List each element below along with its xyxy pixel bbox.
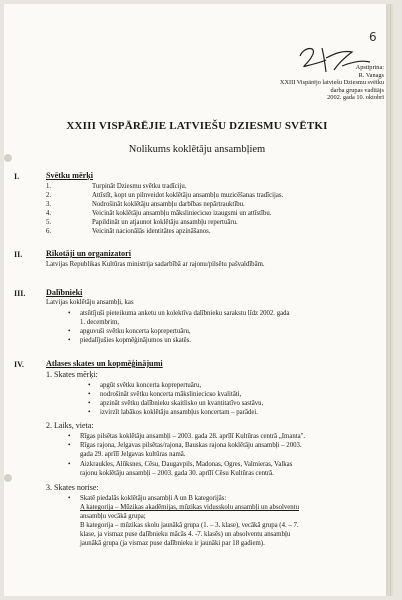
item-number: 2. [46, 192, 52, 199]
list-item: Veicināt nacionālās identitātes apzināšanos. [92, 228, 211, 235]
section-number: I. [14, 172, 20, 181]
list-item: nodrošināt svētku koncerta mākslinieciско kvalitāti, [100, 391, 242, 398]
section-heading: Dalībnieki [46, 288, 83, 297]
item-number: 3. [46, 201, 52, 208]
bullet-icon: • [68, 494, 71, 502]
item-number: 4. [46, 210, 52, 217]
subsection-heading: 1. Skates mērķi: [46, 370, 98, 379]
list-item: Aizkraukles, Alūksnes, Cēsu, Daugavpils, Madonas, Ogres, Valmieras, Valkas [80, 461, 293, 468]
list-item: Skatē piedalās koklētāju ansambļi A un B kategorijās: [80, 495, 227, 502]
list-item: Nodrošināt koklētāju ansambļu darbības nepārtrauktību. [92, 201, 245, 208]
paragraph: Latvijas koklētāju ansambļi, kas [46, 299, 134, 306]
list-item: apgūt svētku koncerta koprepertuāru, [100, 382, 202, 389]
section-number: IV. [14, 360, 24, 369]
bullet-icon: • [68, 336, 71, 344]
bullet-icon: • [68, 309, 71, 317]
list-item: Rīgas rajona, Jelgavas pilsētas/rajona, Bauskas rajona koklētāju ansambļi – 2003. [80, 442, 302, 449]
bullet-icon: • [68, 432, 71, 440]
list-item: ansambļu vecākā grupa; [80, 513, 146, 520]
list-item: jaunākā grupa (ja vismaz puse dalībnieku ir jaunāki par 18 gadiem). [80, 540, 265, 547]
document-subtitle: Nolikums koklētāju ansambļiem [128, 144, 266, 155]
subsection-heading: 3. Skates norise: [46, 483, 99, 492]
section-heading: Svētku mērķi [46, 171, 94, 180]
document-title: XXIII VISPĀRĒJIE LATVIEŠU DZIESMU SVĒTKI [66, 120, 328, 132]
approval-line: XXIII Vispārējo latviešu Dziesmu svētku [279, 79, 384, 87]
section-heading: Rīkotāji un organizatori [46, 249, 132, 258]
list-item: Rīgas pilsētas koklētāju ansambļi – 2003. gada 28. aprīlī Kultūras centrā „Imanta". [80, 433, 306, 440]
approval-block [236, 64, 384, 102]
bullet-icon: • [68, 441, 71, 449]
list-item: apguvuši svētku koncerta koprepertuāru, [80, 328, 191, 335]
approval-line: darba grupas vadītājs [330, 86, 384, 94]
list-item: B kategorija – mūzikas skolu jaunākā grupa (1. – 3. klase), vecākā grupa (4. – 7. [80, 522, 299, 529]
list-item: 1. decembrim, [80, 319, 120, 326]
page-edge [386, 4, 390, 596]
approval-line: 2002. gada 10. oktobrī [327, 94, 384, 102]
punch-hole [4, 474, 12, 482]
list-item: Turpināt Dziesmu svētku tradīciju. [92, 183, 187, 190]
bullet-icon: • [88, 408, 91, 416]
list-item: Veicināt koklētāju ansambļu mākslinieciско izaugsmi un attīstību. [92, 210, 272, 217]
list-item: klase, ja vismaz puse dalībnieku mācās 4. -7. klasēs) un absolventu ansambļu [80, 531, 291, 538]
bullet-icon: • [88, 390, 91, 398]
section-heading: Atlases skates un kopmēģinājumi [46, 359, 163, 368]
list-item: atsūtījuši pieteikuma anketu un kolektīva dalībnieku sarakstu līdz 2002. gada [80, 310, 290, 317]
item-number: 5. [46, 219, 52, 226]
bullet-icon: • [88, 381, 91, 389]
list-item: piedalījušies kopmēģinājumos un skatēs. [80, 337, 192, 344]
punch-hole [4, 154, 12, 162]
list-item: Papildināt un atjaunot koklētāju ansambļu repertuāru. [92, 219, 238, 226]
item-number: 6. [46, 228, 52, 235]
list-item: A kategorija – Mūzikas akadēmijas, mūzikas vidusskolu ansambļi un absolventu [80, 504, 299, 511]
list-item: apzināt svētku dalībnieku skaitlisko un kvantitatīvo sastāvu, [100, 400, 264, 407]
section-number: III. [14, 289, 26, 298]
bullet-icon: • [68, 460, 71, 468]
approval-line: Apstiprina: [355, 64, 384, 71]
item-number: 1. [46, 183, 52, 190]
list-item: izvirzīt labākos koklētāju ansambļus koncertam – parādei. [100, 409, 258, 416]
list-item: rajonu koklētāju ansambļi – 2003. gada 30. aprīlī Cēsu Kultūras centrā. [80, 470, 274, 477]
bullet-icon: • [68, 327, 71, 335]
bullet-icon: • [88, 399, 91, 407]
document-page [4, 4, 390, 596]
list-item: Attīstīt, kopt un pilnveidot koklētāju ansambļu muzicēšanas tradīcijas. [92, 192, 284, 199]
paragraph: Latvijas Republikas Kultūras ministrija sadarbībā ar rajonu/pilsētu pašvaldībām. [46, 261, 265, 268]
approval-line: R. Vanags [358, 71, 384, 79]
page-number: 6 [369, 30, 377, 44]
section-number: II. [14, 250, 23, 259]
subsection-heading: 2. Laiks, vieta: [46, 421, 94, 430]
list-item: gada 29. aprīlī Jelgavas kultūras namā. [80, 451, 186, 458]
